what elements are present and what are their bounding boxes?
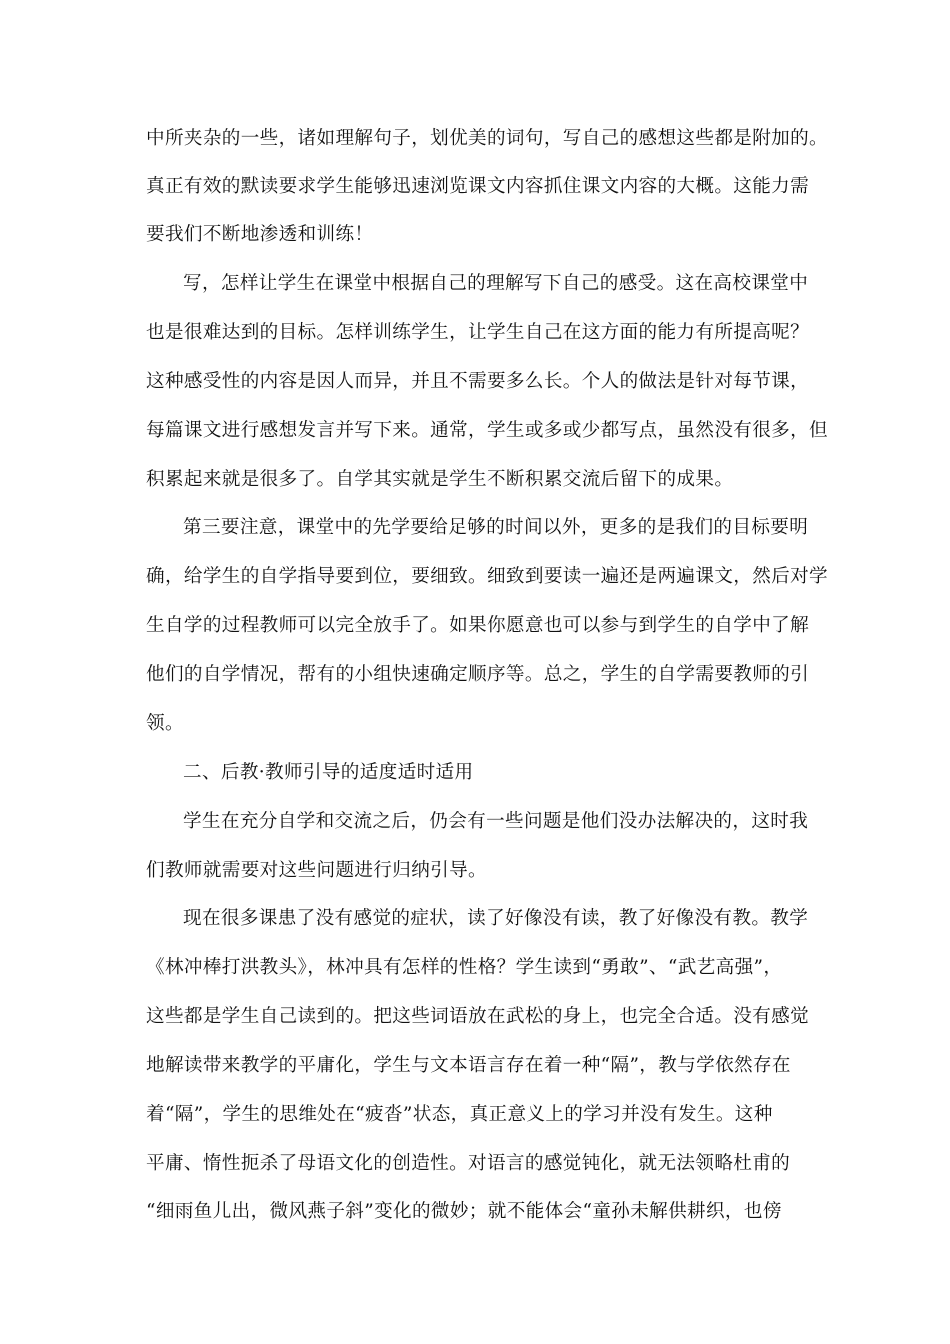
text-line: 着“隔”，学生的思维处在“疲沓”状态，真正意义上的学习并没有发生。这种 xyxy=(146,1104,773,1125)
text-line: 这些都是学生自己读到的。把这些词语放在武松的身上，也完全合适。没有感觉 xyxy=(146,1006,810,1027)
text-line: 平庸、惰性扼杀了母语文化的创造性。对语言的感觉钝化，就无法领略杜甫的 xyxy=(146,1153,791,1174)
text-line: 《林冲棒打洪教头》，林冲具有怎样的性格？学生读到“勇敢”、“武艺高强”， xyxy=(146,957,783,978)
text-line: “细雨鱼儿出，微风燕子斜”变化的微妙；就不能体会“童孙未解供耕织，也傍 xyxy=(146,1201,782,1222)
paragraph-start-line: 写，怎样让学生在课堂中根据自己的理解写下自己的感受。这在高校课堂中 xyxy=(183,273,809,294)
text-line: 积累起来就是很多了。自学其实就是学生不断积累交流后留下的成果。 xyxy=(146,469,734,490)
text-line: 确，给学生的自学指导要到位，要细致。细致到要读一遍还是两遍课文，然后对学 xyxy=(146,566,828,587)
text-line: 们教师就需要对这些问题进行归纳引导。 xyxy=(146,860,487,881)
text-line: 领。 xyxy=(146,713,184,734)
paragraph-start-line: 现在很多课患了没有感觉的症状，读了好像没有读，教了好像没有教。教学 xyxy=(183,908,809,929)
text-line: 也是很难达到的目标。怎样训练学生，让学生自己在这方面的能力有所提高呢？ xyxy=(146,322,810,343)
text-line: 地解读带来教学的平庸化，学生与文本语言存在着一种“隔”，教与学依然存在 xyxy=(146,1055,791,1076)
text-line: 每篇课文进行感想发言并写下来。通常，学生或多或少都写点，虽然没有很多，但 xyxy=(146,420,828,441)
text-line: 他们的自学情况，帮有的小组快速确定顺序等。总之，学生的自学需要教师的引 xyxy=(146,664,810,685)
text-line: 中所夹杂的一些，诸如理解句子，划优美的词句，写自己的感想这些都是附加的。 xyxy=(146,128,828,149)
text-line: 要我们不断地渗透和训练！ xyxy=(146,224,374,245)
text-line: 生自学的过程教师可以完全放手了。如果你愿意也可以参与到学生的自学中了解 xyxy=(146,615,810,636)
text-line: 这种感受性的内容是因人而异，并且不需要多么长。个人的做法是针对每节课， xyxy=(146,371,810,392)
paragraph-start-line: 第三要注意，课堂中的先学要给足够的时间以外，更多的是我们的目标要明 xyxy=(183,517,809,538)
paragraph-start-line: 学生在充分自学和交流之后，仍会有一些问题是他们没办法解决的，这时我 xyxy=(183,811,809,832)
section-heading: 二、后教·教师引导的适度适时适用 xyxy=(183,762,474,783)
text-line: 真正有效的默读要求学生能够迅速浏览课文内容抓住课文内容的大概。这能力需 xyxy=(146,176,810,197)
